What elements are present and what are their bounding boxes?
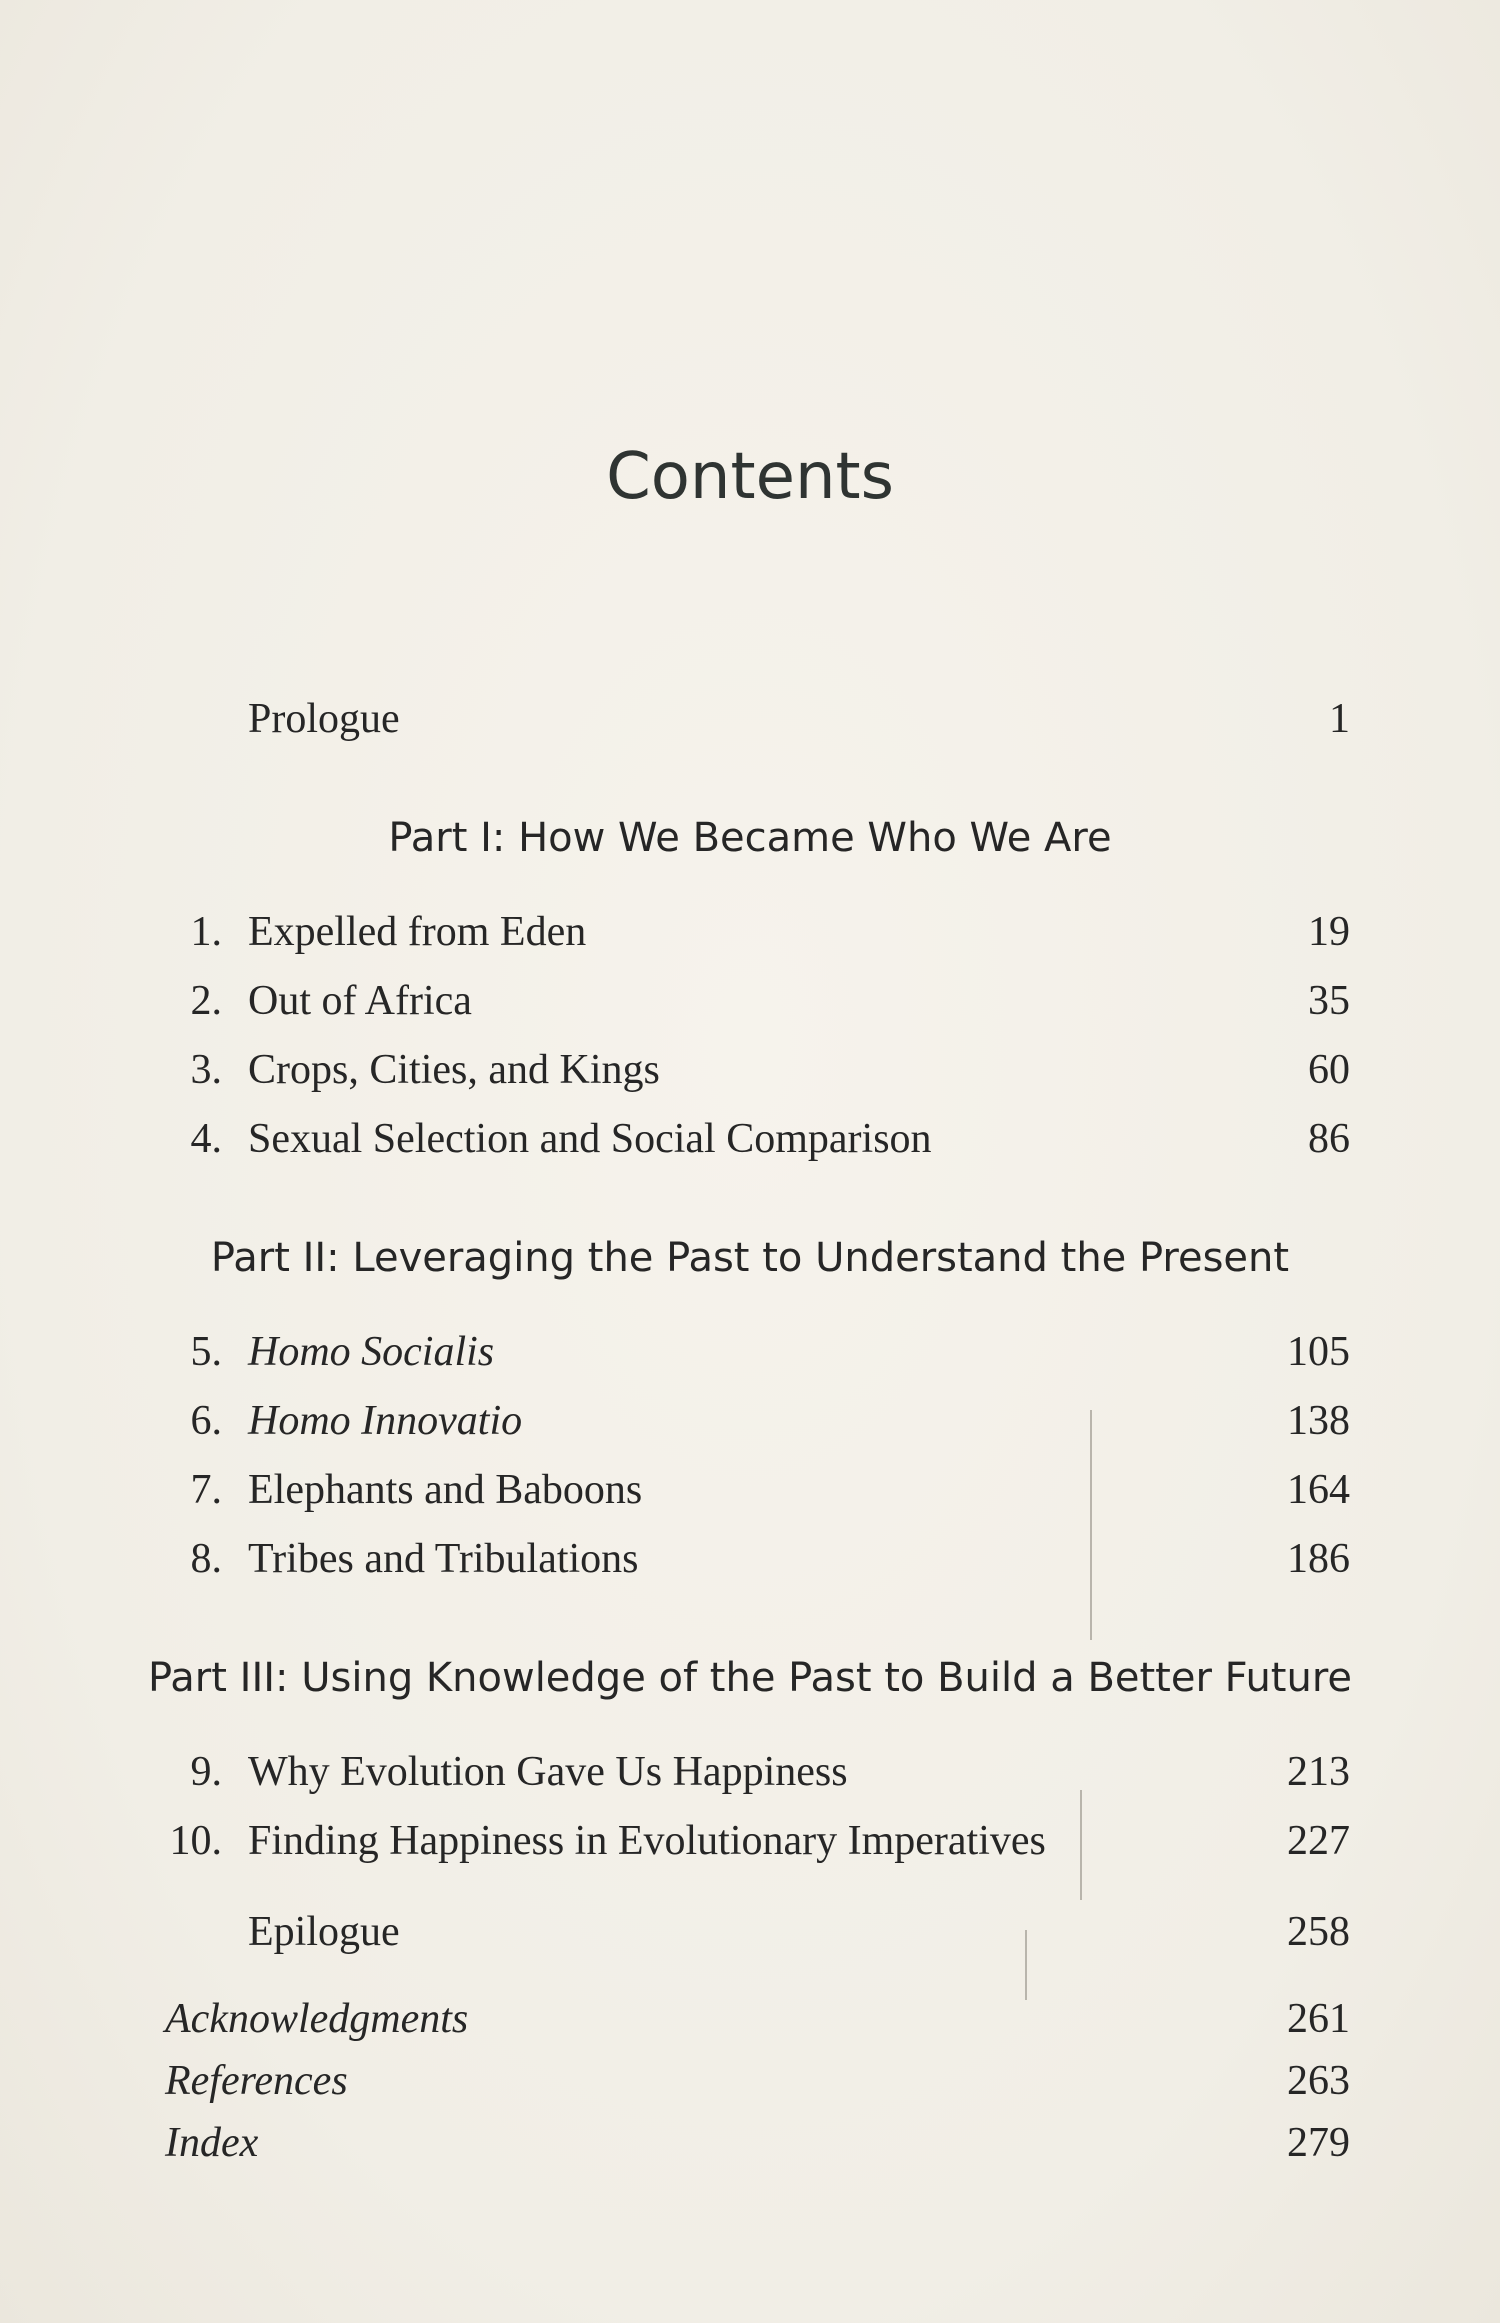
chapter-number: 10. [169,1818,222,1864]
toc-entry-epilogue [0,1908,1500,1968]
chapter-page: 19 [1308,909,1350,955]
toc-entry-label: Epilogue [248,1909,400,1955]
chapter-title: Expelled from Eden [248,909,587,955]
toc-entry [0,1397,1500,1457]
chapter-title: Finding Happiness in Evolutionary Imperatives [248,1818,1046,1864]
back-matter-label: Acknowledgments [165,1996,469,2042]
chapter-title: Out of Africa [248,978,472,1024]
toc-entry [0,1466,1500,1526]
part-heading: Part II: Leveraging the Past to Understand the Present [210,1235,1290,1281]
toc-entry [0,1535,1500,1595]
part-heading: Part I: How We Became Who We Are [388,815,1112,861]
chapter-page: 164 [1287,1467,1350,1513]
back-matter-page: 261 [1287,1996,1350,2042]
chapter-title: Tribes and Tribulations [248,1536,639,1582]
chapter-page: 60 [1308,1047,1350,1093]
toc-entry-prologue [0,695,1500,755]
toc-entry [0,977,1500,1037]
toc-entry [0,908,1500,968]
chapter-number: 9. [190,1749,222,1795]
toc-entry [0,1817,1500,1877]
chapter-number: 5. [190,1329,222,1375]
chapter-number: 8. [190,1536,222,1582]
back-matter-page: 263 [1287,2058,1350,2104]
toc-entry-page: 1 [1329,696,1350,742]
chapter-number: 7. [190,1467,222,1513]
chapter-page: 213 [1287,1749,1350,1795]
chapter-number: 4. [190,1116,222,1162]
chapter-page: 227 [1287,1818,1350,1864]
chapter-title: Sexual Selection and Social Comparison [248,1116,932,1162]
chapter-page: 35 [1308,978,1350,1024]
toc-entry [0,1748,1500,1808]
chapter-page: 105 [1287,1329,1350,1375]
chapter-page: 186 [1287,1536,1350,1582]
toc-entry-label: Prologue [248,696,400,742]
back-matter-label: References [165,2058,348,2104]
chapter-title: Homo Innovatio [248,1398,523,1444]
chapter-number: 6. [190,1398,222,1444]
chapter-title: Homo Socialis [248,1329,495,1375]
toc-entry [0,1046,1500,1106]
chapter-title: Why Evolution Gave Us Happiness [248,1749,848,1795]
chapter-page: 138 [1287,1398,1350,1444]
chapter-number: 2. [190,978,222,1024]
toc-entry-back-matter [0,1995,1500,2055]
toc-entry-back-matter [0,2119,1500,2179]
toc-entry [0,1328,1500,1388]
chapter-number: 3. [190,1047,222,1093]
chapter-number: 1. [190,909,222,955]
toc-entry-back-matter [0,2057,1500,2117]
back-matter-page: 279 [1287,2120,1350,2166]
toc-entry-page: 258 [1287,1909,1350,1955]
part-heading: Part III: Using Knowledge of the Past to Build a Better Future [147,1655,1353,1701]
chapter-title: Elephants and Baboons [248,1467,643,1513]
page-title: Contents [606,440,894,514]
chapter-title: Crops, Cities, and Kings [248,1047,660,1093]
chapter-page: 86 [1308,1116,1350,1162]
back-matter-label: Index [165,2120,259,2166]
toc-entry [0,1115,1500,1175]
